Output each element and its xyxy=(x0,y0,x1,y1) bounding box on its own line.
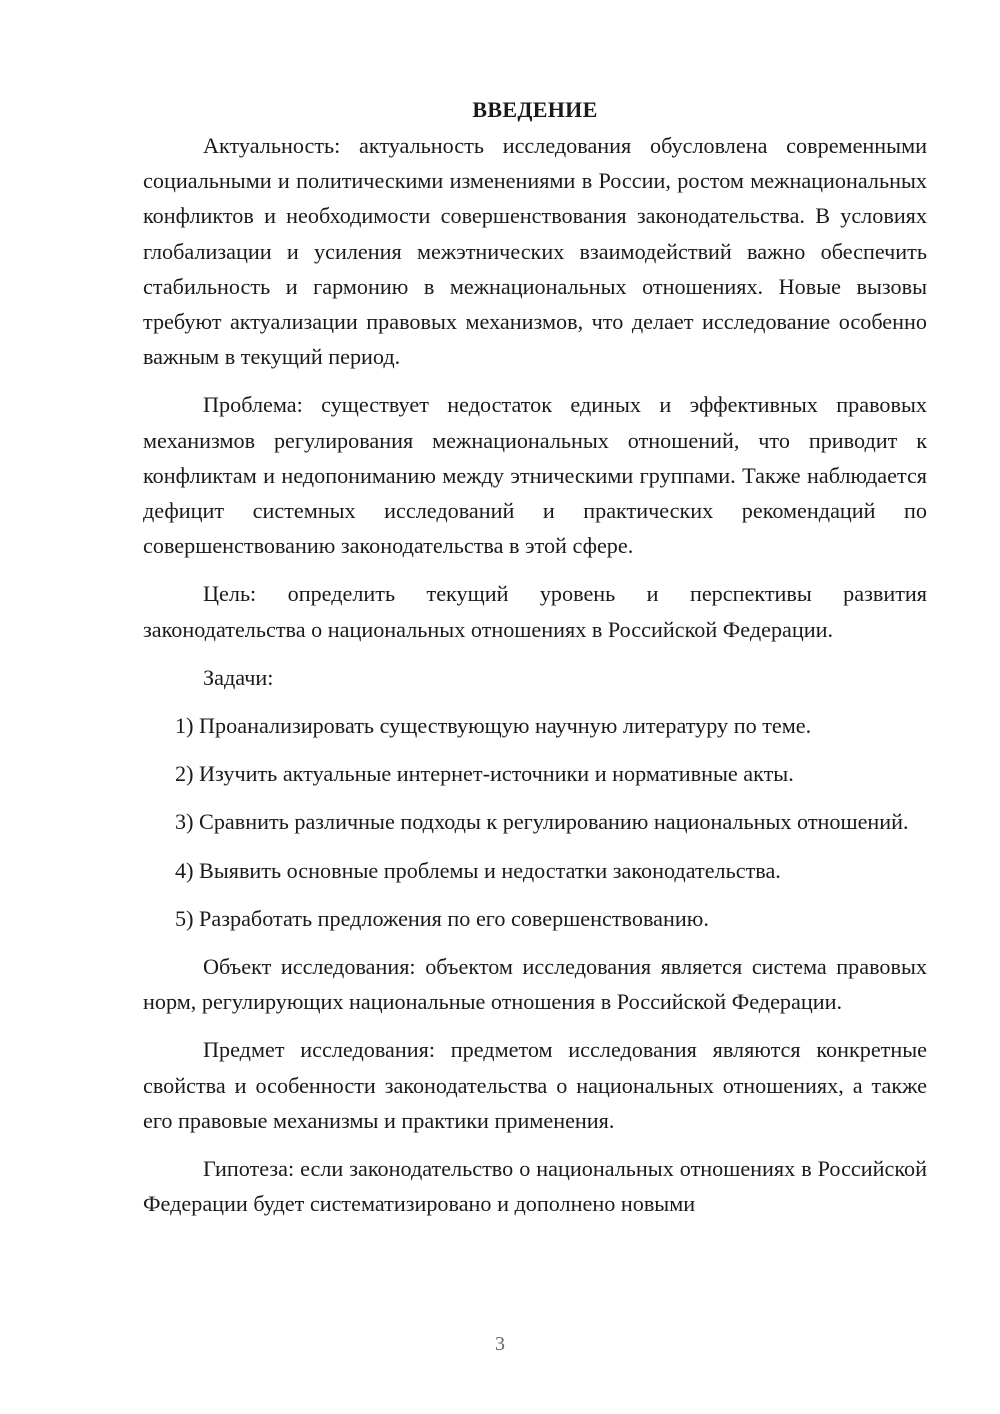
task-item-1: 1) Проанализировать существующую научную литературу по теме. xyxy=(175,713,812,739)
task-item-5: 5) Разработать предложения по его совершенствованию. xyxy=(175,905,709,931)
task-item-2: 2) Изучить актуальные интернет-источники и нормативные акты. xyxy=(175,761,794,787)
paragraph-goal: Цель: определить текущий уровень и перспективы развития законодательства о национальных отношениях в Российской Федерации. xyxy=(143,581,927,642)
document-page xyxy=(143,94,927,1234)
paragraph-tasks-label: Задачи: xyxy=(203,664,274,690)
page-number: 3 xyxy=(495,1333,505,1355)
paragraph-hypothesis: Гипотеза: если законодательство о национальных отношениях в Российской Федерации будет систематизировано и дополнено новыми xyxy=(143,1156,927,1217)
paragraph-problem: Проблема: существует недостаток единых и эффективных правовых механизмов регулирования межнациональных отношений, что приводит к конфликтам и недопониманию между этническими группами. Также наблюдается дефицит системных исследований и практических рекомендаций по совершенствованию законодательства в этой сфере. xyxy=(143,392,927,559)
paragraph-relevance: Актуальность: актуальность исследования обусловлена современными социальными и политическими изменениями в России, ростом межнациональных конфликтов и необходимости совершенствования законодательства. В условиях глобализации и усиления межэтнических взаимодействий важно обеспечить стабильность и гармонию в межнациональных отношениях. Новые вызовы требуют актуализации правовых механизмов, что делает исследование особенно важным в текущий период. xyxy=(143,133,927,370)
section-heading: ВВЕДЕНИЕ xyxy=(472,97,598,122)
task-item-3: 3) Сравнить различные подходы к регулированию национальных отношений. xyxy=(175,809,909,835)
paragraph-object: Объект исследования: объектом исследования является система правовых норм, регулирующих национальные отношения в Российской Федерации. xyxy=(143,954,927,1015)
paragraph-subject: Предмет исследования: предметом исследования являются конкретные свойства и особенности законодательства о национальных отношениях, а также его правовые механизмы и практики применения. xyxy=(143,1037,927,1133)
task-item-4: 4) Выявить основные проблемы и недостатки законодательства. xyxy=(175,857,781,883)
